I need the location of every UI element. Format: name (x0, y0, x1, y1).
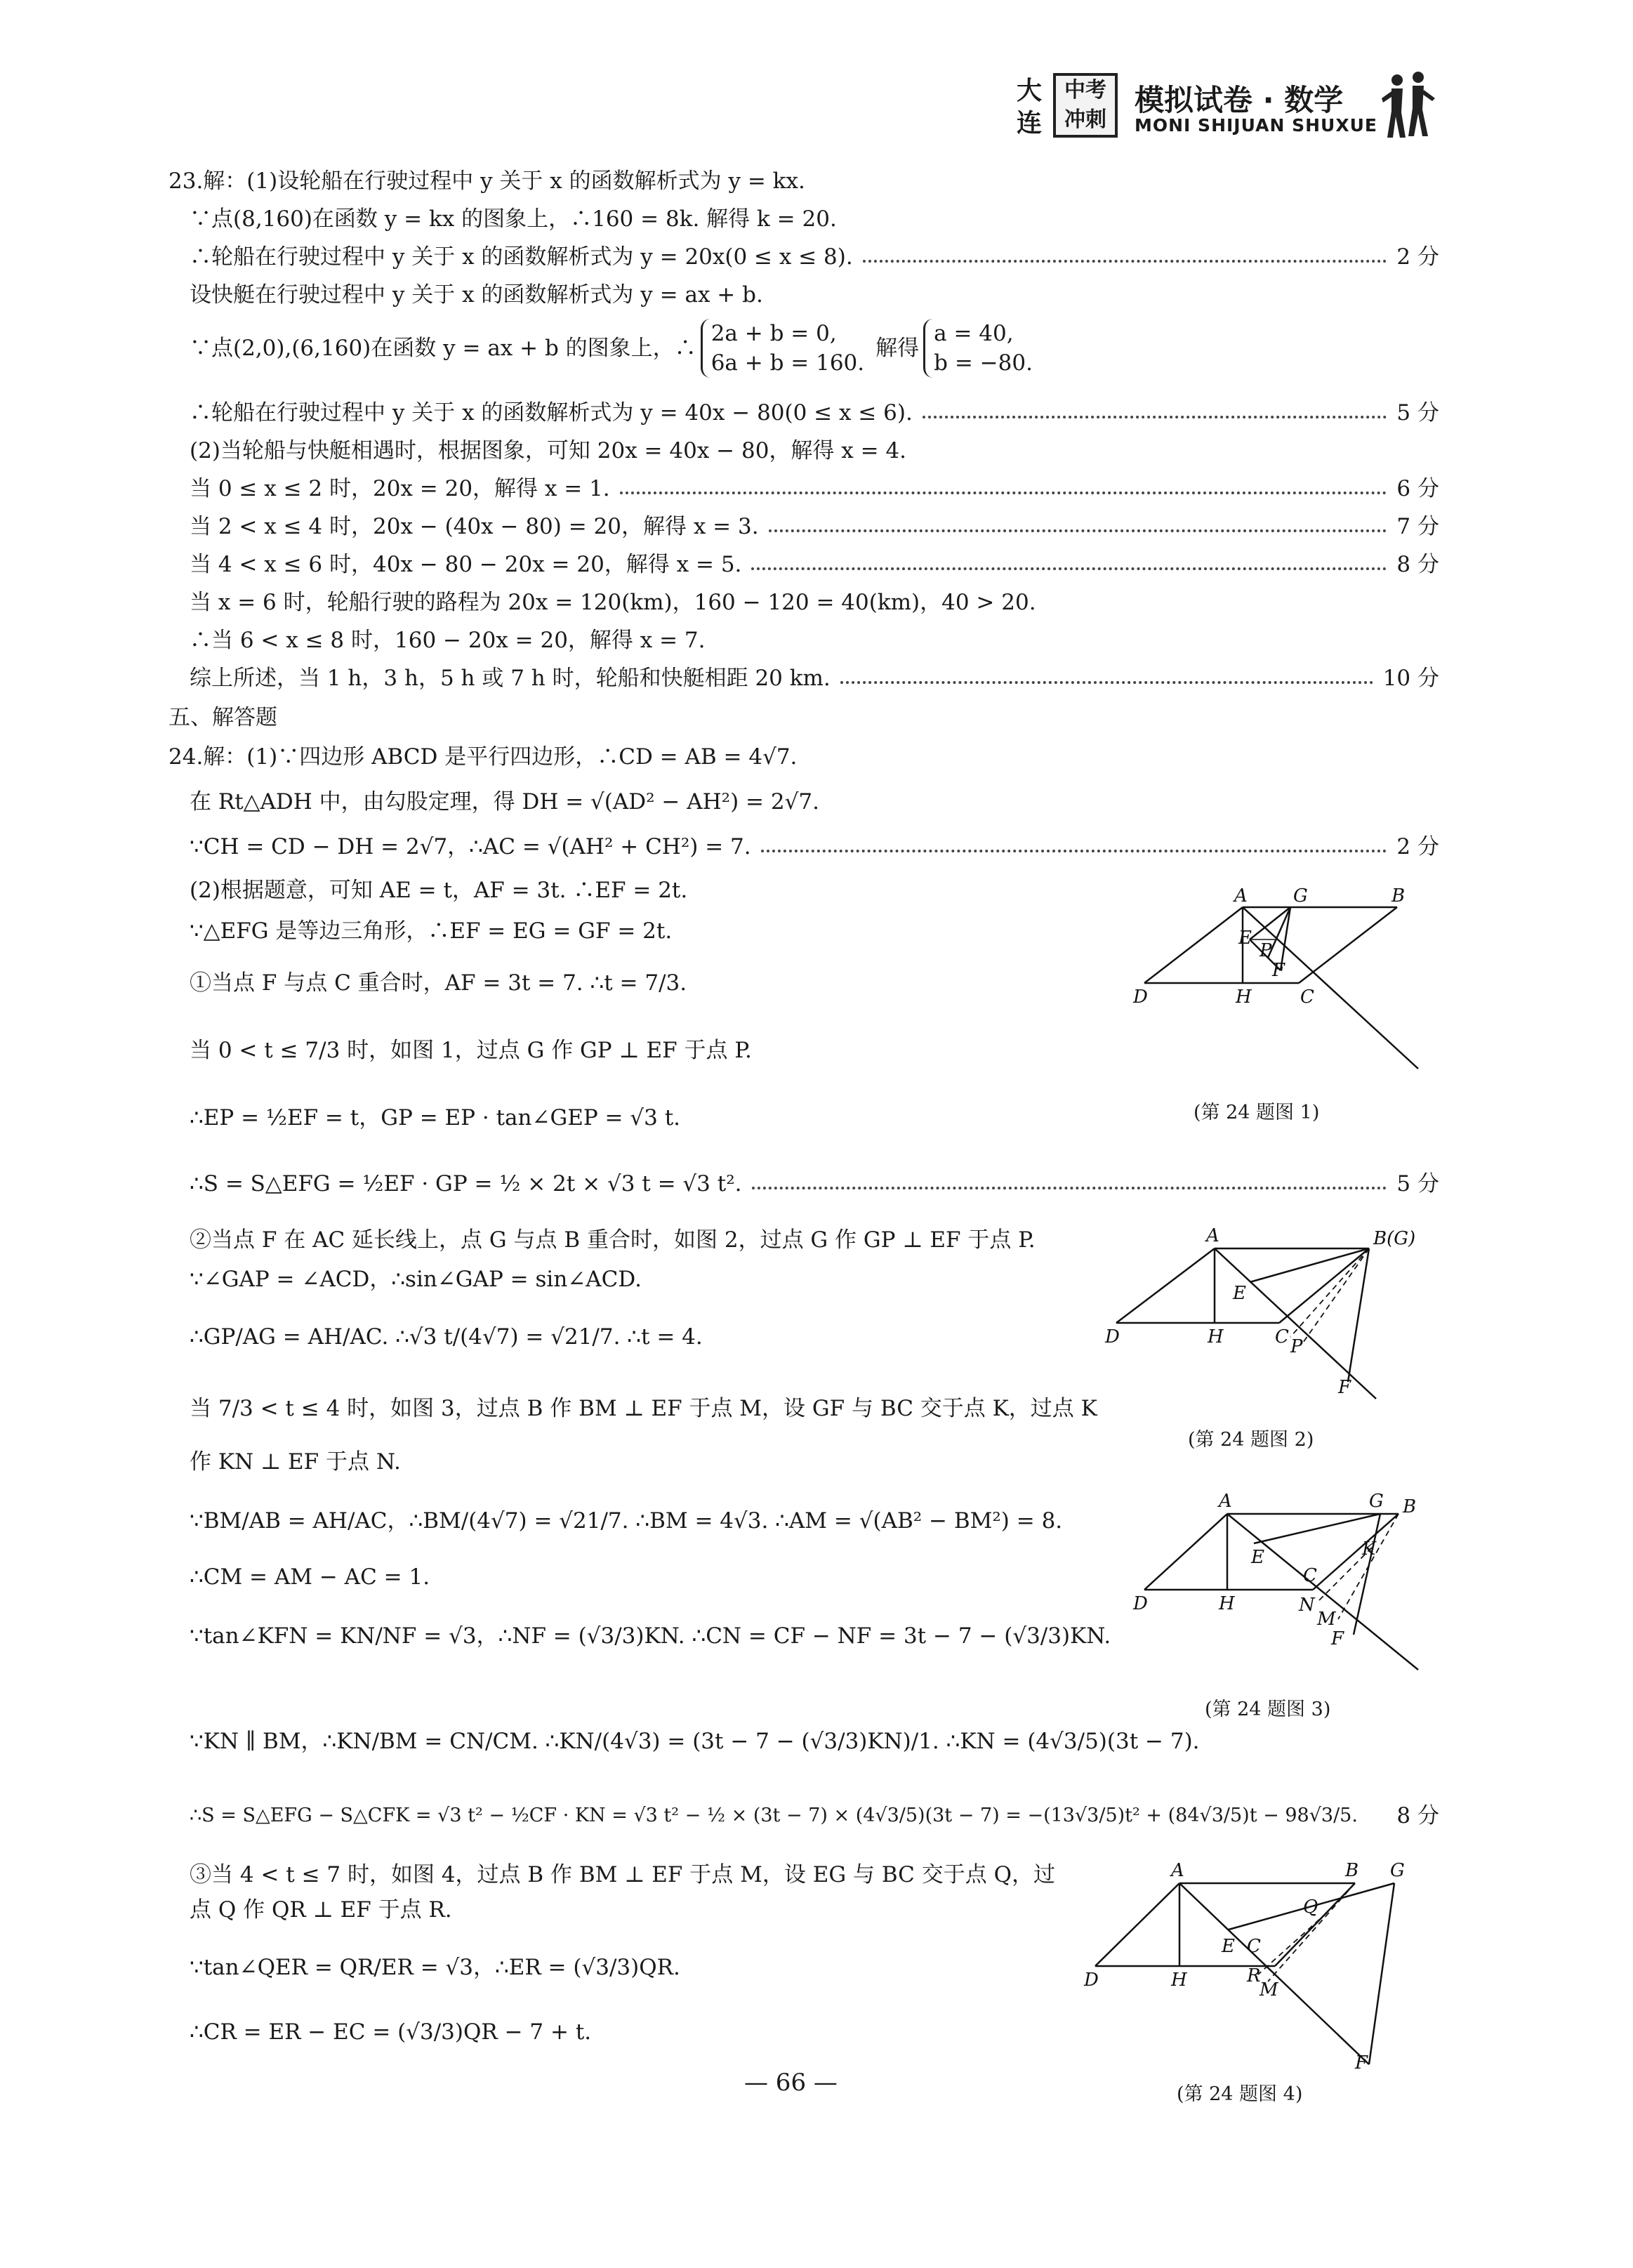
text-line: ∵tan∠QER = QR/ER = √3，∴ER = (√3/3)QR. (190, 1955, 680, 1980)
point-label: P (1290, 1336, 1303, 1357)
line-text: 当 0 ≤ x ≤ 2 时，20x = 20，解得 x = 1. (190, 476, 610, 501)
point-label: A (1234, 885, 1248, 906)
point-label: D (1133, 987, 1148, 1008)
point-label: B(G) (1373, 1228, 1416, 1249)
point-label: C (1303, 1565, 1317, 1586)
text-line: ∵KN ∥ BM，∴KN/BM = CN/CM. ∴KN/(4√3) = (3t − 7 − (√3/3)KN)/1. ∴KN = (4√3/5)(3t − 7). (190, 1729, 1200, 1754)
leader-dots (752, 1187, 1387, 1189)
point-label: H (1171, 1970, 1187, 1991)
figure-3-diagram (1123, 1482, 1439, 1685)
header-city: 大连 (1016, 76, 1042, 138)
point-label: Q (1303, 1897, 1318, 1918)
score: 6 分 (1396, 476, 1439, 501)
text-line: ∴CM = AM − AC = 1. (190, 1564, 430, 1590)
scored-line (190, 399, 1439, 427)
text-line: 在 Rt△ADH 中，由勾股定理，得 DH = √(AD² − AH²) = 2√7. (190, 789, 819, 815)
text-line: ∵BM/AB = AH/AC，∴BM/(4√7) = √21/7. ∴BM = 4√3. ∴AM = √(AB² − BM²) = 8. (190, 1508, 1063, 1534)
leader-dots (761, 850, 1387, 852)
figure-caption: (第 24 题图 2) (1188, 1429, 1314, 1451)
point-label: G (1293, 885, 1308, 906)
point-label: C (1247, 1936, 1261, 1957)
point-label: E (1222, 1936, 1235, 1957)
line-text: ∴轮船在行驶过程中 y 关于 x 的函数解析式为 y = 20x(0 ≤ x ≤ 8). (190, 244, 853, 270)
point-label: B (1403, 1496, 1417, 1517)
equation: 2a + b = 0, (710, 321, 837, 346)
text-line: ③当 4 < t ≤ 7 时，如图 4，过点 B 作 BM ⊥ EF 于点 M，设 EG 与 BC 交于点 Q，过 (190, 1862, 1056, 1887)
page-header (1011, 70, 1516, 147)
line-text: ∴S = S△EFG = ½EF · GP = ½ × 2t × √3 t = √3 t². (190, 1171, 742, 1196)
leader-dots (863, 260, 1387, 263)
scored-line (190, 833, 1439, 861)
equation-system (701, 319, 871, 378)
point-label: N (1299, 1595, 1315, 1616)
leader-dots (840, 681, 1373, 684)
header-subtitle: MONI SHIJUAN SHUXUE (1135, 115, 1377, 136)
line-text: ∴轮船在行驶过程中 y 关于 x 的函数解析式为 y = 40x − 80(0 ≤ x ≤ 6). (190, 400, 913, 426)
figure-2-diagram (1095, 1219, 1418, 1416)
header-badge: 中考冲刺 (1053, 73, 1118, 138)
line-text: 解得 (875, 336, 920, 361)
header-title: 模拟试卷 · 数学 (1135, 83, 1344, 117)
leader-dots (620, 492, 1387, 494)
text-line: ∵△EFG 是等边三角形，∴EF = EG = GF = 2t. (190, 918, 673, 944)
text-line: ∵tan∠KFN = KN/NF = √3，∴NF = (√3/3)KN. ∴CN = CF − NF = 3t − 7 − (√3/3)KN. (190, 1623, 1111, 1649)
score: 7 分 (1396, 514, 1439, 539)
text-line: 24.解：(1)∵四边形 ABCD 是平行四边形，∴CD = AB = 4√7. (168, 744, 798, 770)
scored-line (190, 475, 1439, 503)
point-label: R (1247, 1965, 1261, 1986)
scored-line (190, 1802, 1439, 1830)
figure-caption: (第 24 题图 3) (1205, 1699, 1331, 1720)
point-label: A (1171, 1860, 1184, 1881)
score: 10 分 (1382, 666, 1439, 691)
point-label: D (1084, 1970, 1099, 1991)
scored-line (190, 513, 1439, 541)
score: 2 分 (1396, 244, 1439, 270)
text-line: (2)根据题意，可知 AE = t，AF = 3t. ∴EF = 2t. (190, 878, 688, 903)
leader-dots (923, 416, 1387, 418)
text-line: ∴EP = ½EF = t，GP = EP · tan∠GEP = √3 t. (190, 1105, 681, 1130)
runners-logo-icon (1376, 70, 1439, 140)
equation: 6a + b = 160. (710, 350, 865, 376)
text-line: ∵∠GAP = ∠ACD，∴sin∠GAP = sin∠ACD. (190, 1267, 642, 1292)
scored-line (190, 1170, 1439, 1198)
score: 5 分 (1396, 1171, 1439, 1196)
score: 2 分 (1396, 834, 1439, 859)
text-line: 设快艇在行驶过程中 y 关于 x 的函数解析式为 y = ax + b. (190, 282, 763, 308)
section-heading: 五、解答题 (168, 705, 277, 730)
solution-system (923, 319, 1040, 378)
text-line: 作 KN ⊥ EF 于点 N. (190, 1449, 401, 1475)
point-label: D (1105, 1326, 1120, 1347)
point-label: A (1206, 1225, 1219, 1246)
page-number: — 66 — (744, 2069, 838, 2097)
point-label: F (1355, 2052, 1368, 2073)
point-label: F (1338, 1377, 1351, 1398)
point-label: B (1391, 885, 1406, 906)
equation: b = −80. (934, 350, 1033, 376)
point-label: E (1251, 1547, 1264, 1568)
point-label: C (1300, 987, 1314, 1008)
point-label: M (1317, 1609, 1336, 1630)
point-label: H (1236, 987, 1252, 1008)
text-line: 23.解：(1)设轮船在行驶过程中 y 关于 x 的函数解析式为 y = kx. (168, 169, 805, 194)
leader-dots (769, 529, 1387, 532)
text-line: ①当点 F 与点 C 重合时，AF = 3t = 7. ∴t = 7/3. (190, 970, 687, 996)
score: 5 分 (1396, 400, 1439, 426)
text-line: 当 0 < t ≤ 7/3 时，如图 1，过点 G 作 GP ⊥ EF 于点 P. (190, 1038, 752, 1063)
score: 8 分 (1396, 552, 1439, 577)
text-line: ∵点(8,160)在函数 y = kx 的图象上，∴160 = 8k. 解得 k = 20. (190, 206, 837, 232)
text-line: 当 x = 6 时，轮船行驶的路程为 20x = 120(km)，160 − 120 = 40(km)，40 > 20. (190, 590, 1036, 615)
point-label: C (1275, 1326, 1289, 1347)
line-text: ∵CH = CD − DH = 2√7，∴AC = √(AH² + CH²) = 7. (190, 834, 751, 859)
point-label: G (1369, 1491, 1384, 1512)
scored-line (190, 243, 1439, 271)
leader-dots (751, 567, 1387, 570)
text-line: 点 Q 作 QR ⊥ EF 于点 R. (190, 1897, 452, 1923)
text-line: 当 7/3 < t ≤ 4 时，如图 3，过点 B 作 BM ⊥ EF 于点 M，设 GF 与 BC 交于点 K，过点 K (190, 1396, 1097, 1421)
text-line: ∴CR = ER − EC = (√3/3)QR − 7 + t. (190, 2019, 592, 2045)
point-label: P (1260, 940, 1272, 961)
equation-system-line (190, 319, 1044, 378)
score: 8 分 (1396, 1803, 1439, 1828)
point-label: G (1390, 1860, 1405, 1881)
scored-line (190, 664, 1439, 692)
figure-4-diagram (1074, 1854, 1418, 2078)
point-label: H (1219, 1593, 1235, 1614)
point-label: H (1208, 1326, 1224, 1347)
text-line: (2)当轮船与快艇相遇时，根据图象，可知 20x = 40x − 80，解得 x = 4. (190, 438, 907, 463)
point-label: B (1345, 1860, 1359, 1881)
figure-caption: (第 24 题图 4) (1177, 2083, 1303, 2105)
point-label: F (1272, 960, 1285, 981)
line-text: ∵点(2,0),(6,160)在函数 y = ax + b 的图象上，∴ (190, 336, 696, 361)
point-label: A (1219, 1491, 1232, 1512)
line-text: 当 4 < x ≤ 6 时，40x − 80 − 20x = 20，解得 x = 5. (190, 552, 742, 577)
equation: a = 40, (934, 321, 1014, 346)
text-line: ②当点 F 在 AC 延长线上，点 G 与点 B 重合时，如图 2，过点 G 作 GP ⊥ EF 于点 P. (190, 1227, 1036, 1253)
scored-line (190, 550, 1439, 579)
figure-1-diagram (1123, 885, 1439, 1081)
point-label: M (1260, 1979, 1278, 2000)
point-label: D (1133, 1593, 1148, 1614)
point-label: E (1233, 1283, 1246, 1304)
point-label: E (1238, 928, 1252, 949)
point-label: K (1362, 1538, 1376, 1560)
figure-caption: (第 24 题图 1) (1194, 1102, 1320, 1123)
line-text: ∴S = S△EFG − S△CFK = √3 t² − ½CF · KN = √3 t² − ½ × (3t − 7) × (4√3/5)(3t − 7) = −(13√3/5)t² + (84√3/5)t − 98√3/5. (190, 1805, 1358, 1826)
line-text: 当 2 < x ≤ 4 时，20x − (40x − 80) = 20，解得 x = 3. (190, 514, 759, 539)
line-text: 综上所述，当 1 h，3 h，5 h 或 7 h 时，轮船和快艇相距 20 km. (190, 666, 831, 691)
text-line: ∴GP/AG = AH/AC. ∴√3 t/(4√7) = √21/7. ∴t = 4. (190, 1324, 703, 1350)
point-label: F (1331, 1628, 1344, 1649)
text-line: ∴当 6 < x ≤ 8 时，160 − 20x = 20，解得 x = 7. (190, 628, 706, 653)
